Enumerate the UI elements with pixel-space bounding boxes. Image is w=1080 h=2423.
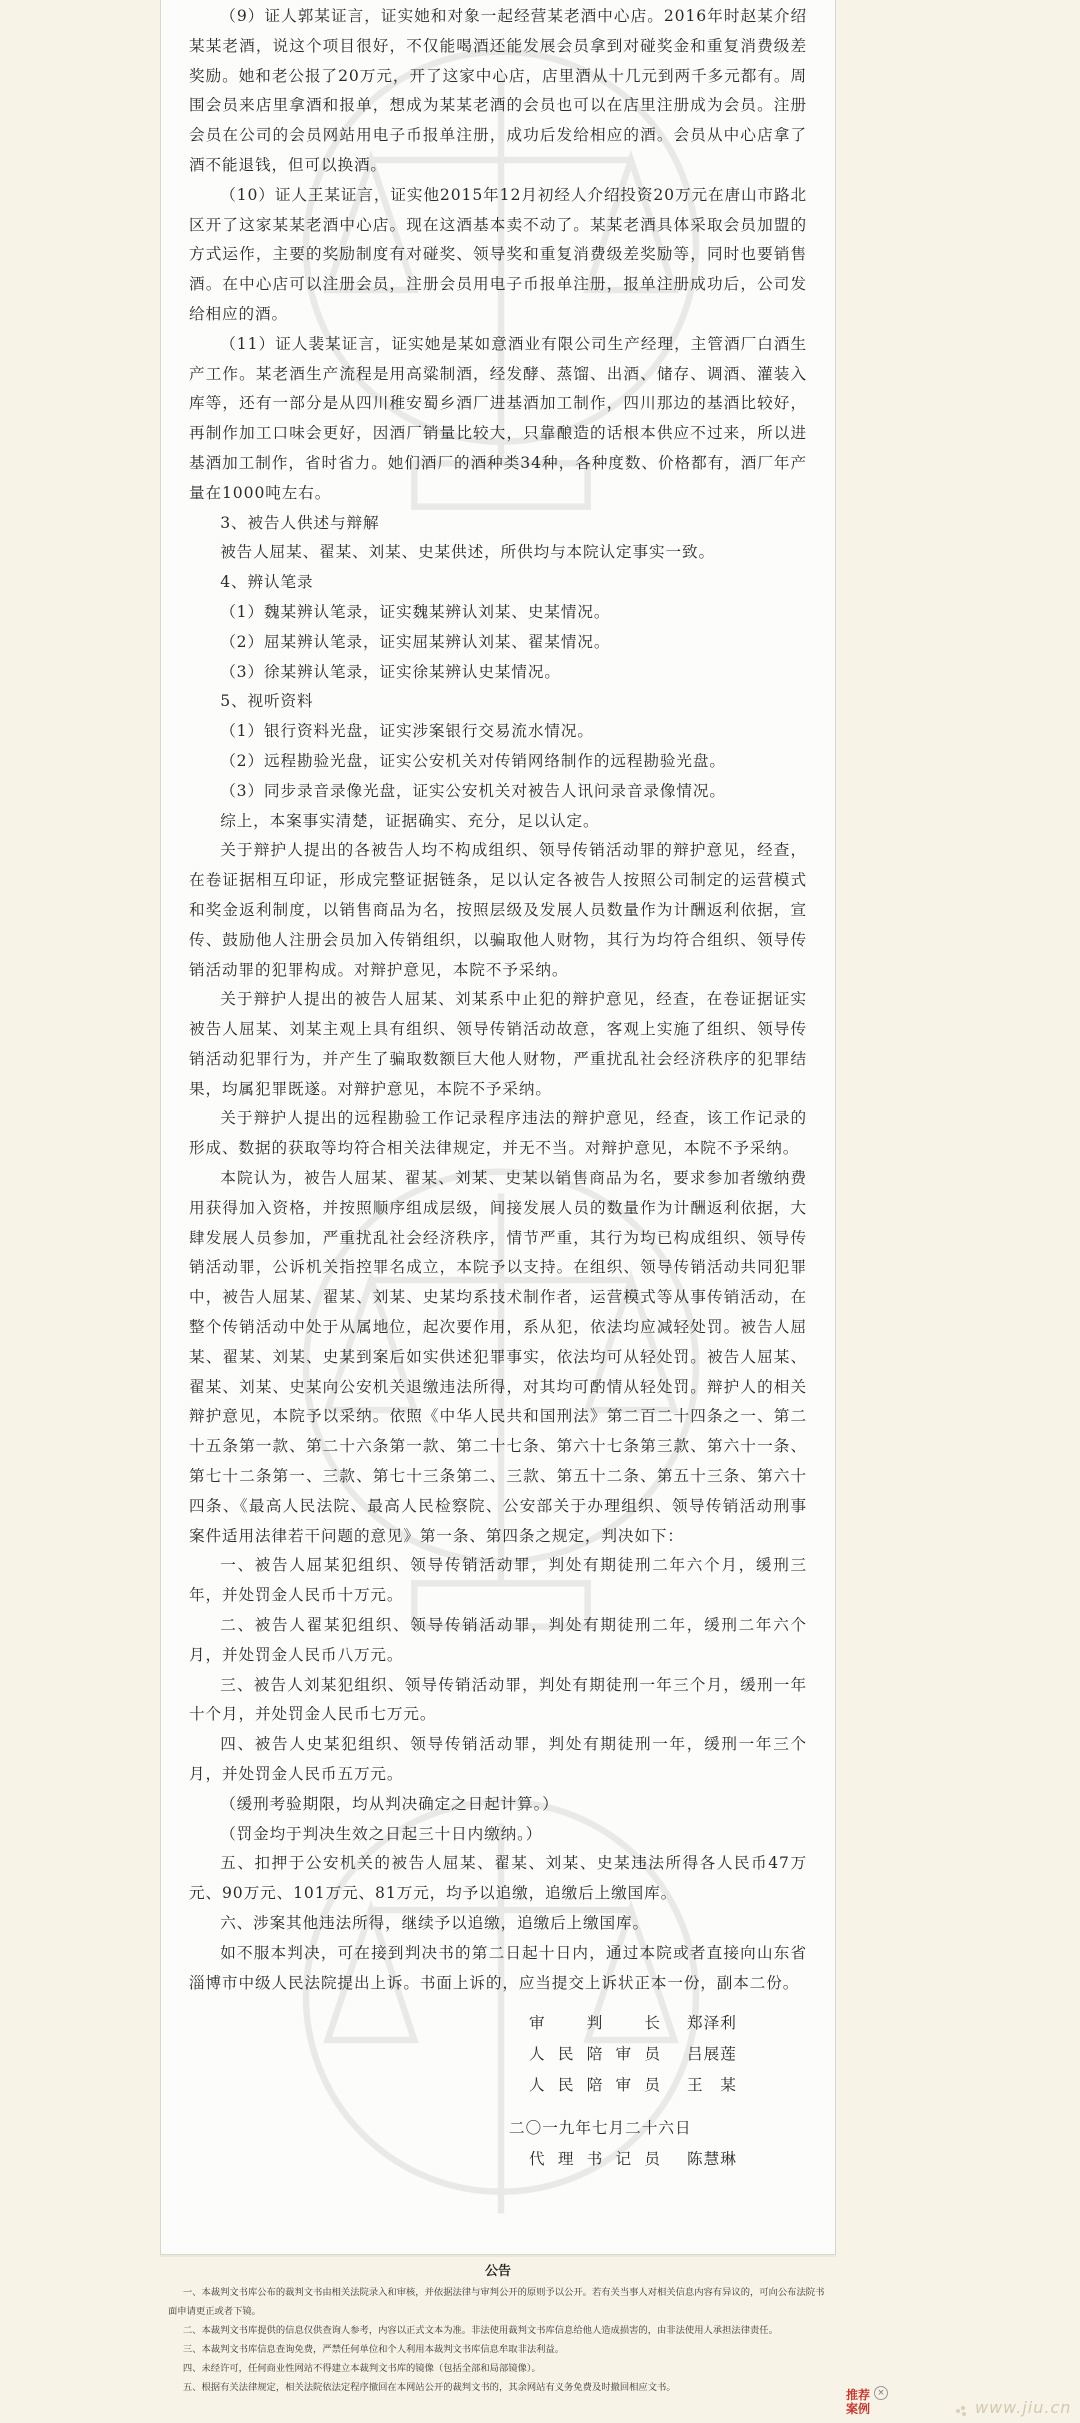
signature-name: 陈慧琳	[687, 2150, 737, 2169]
badge-line: 推荐	[845, 2388, 870, 2402]
verdict-item: 二、被告人翟某犯组织、领导传销活动罪，判处有期徒刑二年，缓刑二年六个月，并处罚金人民币八万元。	[189, 1616, 807, 1664]
notice-item: 二、本裁判文书库提供的信息仅供查询人参考，内容以正式文本为准。非法使用裁判文书库信息给他人造成损害的，由非法使用人承担法律责任。	[182, 2325, 778, 2336]
verdict-item: 五、扣押于公安机关的被告人屈某、翟某、刘某、史某违法所得各人民币47万元、90万元、101万元、81万元，均予以追缴，追缴后上缴国库。	[189, 1854, 807, 1903]
verdict-item: 一、被告人屈某犯组织、领导传销活动罪，判处有期徒刑二年六个月，缓刑三年，并处罚金人民币十万元。	[189, 1556, 807, 1605]
evidence-paragraph: （9）证人郭某证言，证实她和对象一起经营某老酒中心店。2016年时赵某介绍某某老酒，说这个项目很好，不仅能喝酒还能发展会员拿到对碰奖金和重复消费级差奖励。她和老公报了20万元，开了这家中心店，店里酒从十几元到两千多元都有。周围会员来店里拿酒和报单，想成为某某老酒的会员也可以在店里注册成为会员。注册会员在公司的会员网站用电子币报单注册，成功后发给相应的酒。会员从中心店拿了酒不能退钱，但可以换酒。	[189, 7, 807, 174]
signature-name: 王 某	[687, 2076, 737, 2095]
list-item: （1）魏某辨认笔录，证实魏某辨认刘某、史某情况。	[220, 602, 611, 621]
paragraph: 综上，本案事实清楚，证据确实、充分，足以认定。	[220, 811, 600, 830]
signature-role: 代理书记员	[529, 2150, 661, 2169]
judgment-date: 二〇一九年七月二十六日	[509, 2119, 692, 2138]
signature-block	[509, 2008, 807, 2175]
verdict-note: （缓刑考验期限，均从判决确定之日起计算。）	[220, 1794, 559, 1813]
close-icon[interactable]: ×	[874, 2386, 888, 2400]
list-item: （2）屈某辨认笔录，证实屈某辨认刘某、翟某情况。	[220, 632, 611, 651]
notice-item: 三、本裁判文书库信息查询免费，严禁任何单位和个人利用本裁判文书库信息牟取非法利益。	[182, 2344, 565, 2355]
list-item: （3）同步录音录像光盘，证实公安机关对被告人讯问录音录像情况。	[220, 781, 726, 800]
verdict-note: （罚金均于判决生效之日起三十日内缴纳。）	[220, 1824, 543, 1843]
judgment-document	[160, 0, 836, 2255]
site-watermark: www.jiu.cn	[975, 2398, 1072, 2417]
recommended-cases-badge[interactable]	[838, 2388, 878, 2423]
signature-role: 人民陪审员	[529, 2076, 661, 2095]
divider	[160, 2255, 836, 2257]
list-item: （3）徐某辨认笔录，证实徐某辨认史某情况。	[220, 662, 561, 681]
signature-row	[529, 2144, 807, 2175]
section-heading: 4、辨认笔录	[220, 573, 314, 592]
signature-name: 吕展莲	[687, 2045, 737, 2064]
paragraph: 关于辩护人提出的各被告人均不构成组织、领导传销活动罪的辩护意见，经查，在卷证据相互印证，形成完整证据链条，足以认定各被告人按照公司制定的运营模式和奖金返利制度，以销售商品为名，按照层级及发展人员数量作为计酬返利依据，宣传、鼓励他人注册会员加入传销组织，以骗取他人财物，其行为均符合组织、领导传销活动罪的犯罪构成。对辩护意见，本院不予采纳。	[189, 841, 807, 979]
court-opinion-paragraph: 本院认为，被告人屈某、翟某、刘某、史某以销售商品为名，要求参加者缴纳费用获得加入资格，并按照顺序组成层级，间接发展人员的数量作为计酬返利依据，大肆发展人员参加，严重扰乱社会经济秩序，情节严重，其行为均已构成组织、领导传销活动罪，公诉机关指控罪名成立，本院予以支持。在组织、领导传销活动共同犯罪中，被告人屈某、翟某、刘某、史某均系技术制作者，运营模式等从事传销活动，在整个传销活动中处于从属地位，起次要作用，系从犯，依法均应减轻处罚。被告人屈某、翟某、刘某、史某到案后如实供述犯罪事实，依法均可从轻处罚。被告人屈某、翟某、刘某、史某向公安机关退缴违法所得，对其均可酌情从轻处罚。辩护人的相关辩护意见，本院予以采纳。依照《中华人民共和国刑法》第二百二十四条之一、第二十五条第一款、第二十六条第一款、第二十七条、第六十七条第三款、第六十一条、第七十二条第一、三款、第七十三条第二、三款、第五十二条、第五十三条、第六十四条、《最高人民法院、最高人民检察院、公安部关于办理组织、领导传销活动刑事案件适用法律若干问题的意见》第一条、第四条之规定，判决如下：	[189, 1169, 807, 1545]
list-item: （2）远程勘验光盘，证实公安机关对传销网络制作的远程勘验光盘。	[220, 751, 726, 770]
section-heading: 3、被告人供述与辩解	[220, 513, 380, 532]
signature-row	[529, 2070, 807, 2101]
signature-row	[529, 2039, 807, 2070]
paragraph: 被告人屈某、翟某、刘某、史某供述，所供均与本院认定事实一致。	[220, 543, 716, 562]
appeal-paragraph: 如不服本判决，可在接到判决书的第二日起十日内，通过本院或者直接向山东省淄博市中级人民法院提出上诉。书面上诉的，应当提交上诉状正本一份，副本二份。	[189, 1943, 807, 1992]
evidence-paragraph: （11）证人裴某证言，证实她是某如意酒业有限公司生产经理，主管酒厂白酒生产工作。某老酒生产流程是用高粱制酒，经发酵、蒸馏、出酒、储存、调酒、灌装入库等，还有一部分是从四川稚安蜀乡酒厂进基酒加工制作，四川那边的基酒比较好，再制作加工口味会更好，因酒厂销量比较大，只靠酿造的话根本供应不过来，所以进基酒加工制作，省时省力。她们酒厂的酒种类34种，各种度数、价格都有，酒厂年产量在1000吨左右。	[189, 334, 807, 502]
verdict-item: 六、涉案其他违法所得，继续予以追缴，追缴后上缴国库。	[220, 1914, 650, 1932]
paragraph: 关于辩护人提出的被告人屈某、刘某系中止犯的辩护意见，经查，在卷证据证实被告人屈某、刘某主观上具有组织、领导传销活动故意，客观上实施了组织、领导传销活动犯罪行为，并产生了骗取数额巨大他人财物，严重扰乱社会经济秩序的犯罪结果，均属犯罪既遂。对辩护意见，本院不予采纳。	[189, 990, 807, 1098]
section-heading: 5、视听资料	[220, 692, 314, 711]
badge-line: 案例	[845, 2402, 870, 2416]
notice-item: 四、未经许可，任何商业性网站不得建立本裁判文书库的镜像（包括全部和局部镜像）。	[182, 2363, 541, 2374]
judgment-body	[189, 2, 807, 1998]
notice-section	[168, 2262, 828, 2397]
list-item: （1）银行资料光盘，证实涉案银行交易流水情况。	[220, 722, 594, 741]
paragraph: 关于辩护人提出的远程勘验工作记录程序违法的辩护意见，经查，该工作记录的形成、数据的获取等均符合相关法律规定，并无不当。对辩护意见，本院不予采纳。	[189, 1109, 807, 1158]
verdict-item: 三、被告人刘某犯组织、领导传销活动罪，判处有期徒刑一年三个月，缓刑一年十个月，并处罚金人民币七万元。	[189, 1675, 807, 1724]
signature-role: 审判长	[529, 2014, 661, 2033]
verdict-item: 四、被告人史某犯组织、领导传销活动罪，判处有期徒刑一年，缓刑一年三个月，并处罚金人民币五万元。	[189, 1735, 807, 1784]
signature-row	[529, 2008, 807, 2039]
notice-item: 一、本裁判文书库公布的裁判文书由相关法院录入和审核，并依据法律与审判公开的原则予以公开。若有关当事人对相关信息内容有异议的，可向公布法院书面申请更正或者下镜。	[168, 2287, 825, 2317]
evidence-paragraph: （10）证人王某证言，证实他2015年12月初经人介绍投资20万元在唐山市路北区开了这家某某老酒中心店。现在这酒基本卖不动了。某某老酒具体采取会员加盟的方式运作，主要的奖励制度有对碰奖、领导奖和重复消费级差奖励等，同时也要销售酒。在中心店可以注册会员，注册会员用电子币报单注册，报单注册成功后，公司发给相应的酒。	[189, 185, 807, 323]
notice-item: 五、根据有关法律规定，相关法院依法定程序撤回在本网站公开的裁判文书的，其余网站有义务免费及时撤回相应文书。	[182, 2382, 676, 2393]
site-logo-icon	[955, 2404, 969, 2418]
signature-name: 郑泽利	[687, 2014, 737, 2033]
notice-title: 公告	[484, 2264, 511, 2279]
signature-role: 人民陪审员	[529, 2045, 661, 2064]
